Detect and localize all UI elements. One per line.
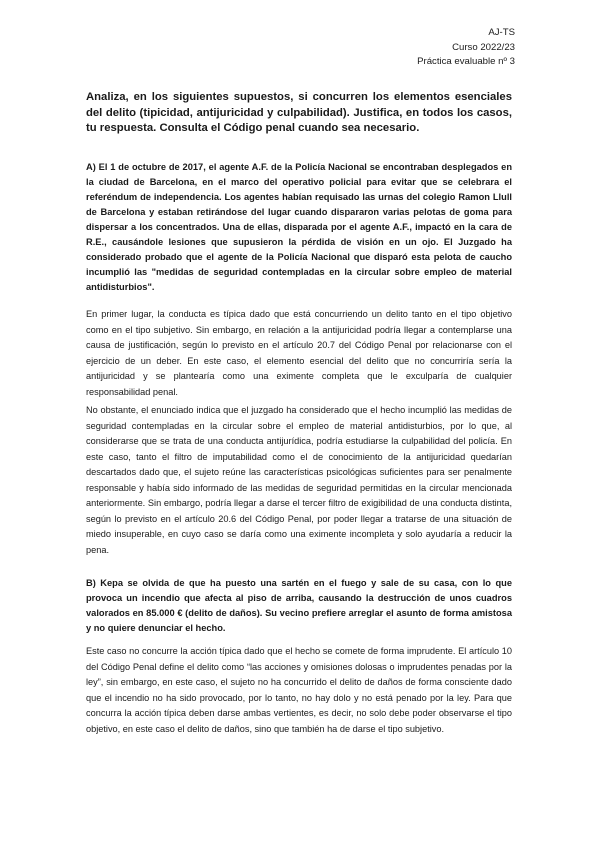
assignment-instructions: Analiza, en los siguientes supuestos, si concurren los elementos esenciales del delito (tipicidad, antijuricidad y culpabilidad). Justifica, en todos los casos, tu respuesta. Consulta el Código penal cuando sea necesario.	[86, 91, 512, 135]
case-a-answer-paragraph-1: En primer lugar, la conducta es típica dado que está concurriendo un delito tanto en el tipo objetivo como en el tipo subjetivo. Sin embargo, en relación a la antijuricidad podría llegar a contemplarse una causa de justificación, según lo previsto en el artículo 20.7 del Código Penal por relacionarse con el ejercicio de un deber. En este caso, el elemento esencial del delito que no concurriría sería la antijuricidad y se plantearía como una eximente completa que le exculparía de cualquier responsabilidad penal.	[86, 309, 512, 397]
case-b-answer-paragraph-1: Este caso no concurre la acción típica dado que el hecho se comete de forma imprudente. El artículo 10 del Código Penal define el delito como “las acciones y omisiones dolosas o imprudentes penadas por la ley”, sin embargo, en este caso, el sujeto no ha concurrido el delito de daños de forma consciente dado que el incendio no ha sido provocado, por lo tanto, no hay dolo y no está penado por la ley. Para que concurra la acción típica deben darse ambas vertientes, es decir, no solo debe poder observarse el tipo objetivo, en este caso el delito de daños, sino que también ha de darse el tipo subjetivo.	[86, 646, 512, 734]
header-course-year: Curso 2022/23	[452, 41, 515, 53]
case-b-statement: B) Kepa se olvida de que ha puesto una sartén en el fuego y sale de su casa, con lo que provoca un incendio que afecta al piso de arriba, causando la destrucción de unos cuadros valorados en 85.000 € (delito de daños). Su vecino prefiere arreglar el asunto de forma amistosa y no quiere denunciar el hecho.	[86, 578, 512, 633]
case-a-answer-paragraph-2: No obstante, el enunciado indica que el juzgado ha considerado que el hecho incumplió las medidas de seguridad contempladas en la circular sobre el empleo de material antidisturbios, por lo que, al considerarse que se trata de una conducta antijurídica, podría estudiarse la culpabilidad del policía. En este caso, tanto el filtro de imputabilidad como el de conocimiento de la antijuricidad quedarían descartados dado que, el sujeto reúne las características psicológicas suficientes para ser penalmente responsable y había sido informado de las medidas de seguridad permitidas en la circular mencionada anteriormente. Sin embargo, podría llegar a darse el tercer filtro de exigibilidad de una conducta distinta, según lo previsto en el artículo 20.6 del Código Penal, por poder llegar a tratarse de una situación de miedo insuperable, en cuyo caso se daría como una eximente incompleta y solo ayudaría a reducir la pena.	[86, 405, 512, 555]
case-a-statement: A) El 1 de octubre de 2017, el agente A.F. de la Policía Nacional se encontraban desplegados en la ciudad de Barcelona, en el marco del operativo policial para evitar que se celebrara el referéndum de independencia. Los agentes habían requisado las urnas del colegio Ramon Llull de Barcelona y estaban retirándose del lugar cuando dispararon varias pelotas de goma para dispersar a los concentrados. Una de ellas, disparada por el agente A.F., impactó en la cara de R.E., causándole lesiones que supusieron la pérdida de visión en un ojo. El Juzgado ha considerado probado que el agente de la Policía Nacional que disparó esta pelota de caucho incumplió las "medidas de seguridad contempladas en la circular sobre empleo de material antidisturbios".	[86, 162, 512, 292]
header-assignment: Práctica evaluable nº 3	[417, 56, 515, 68]
header-course-code: AJ-TS	[488, 27, 515, 38]
document-header	[417, 26, 515, 70]
